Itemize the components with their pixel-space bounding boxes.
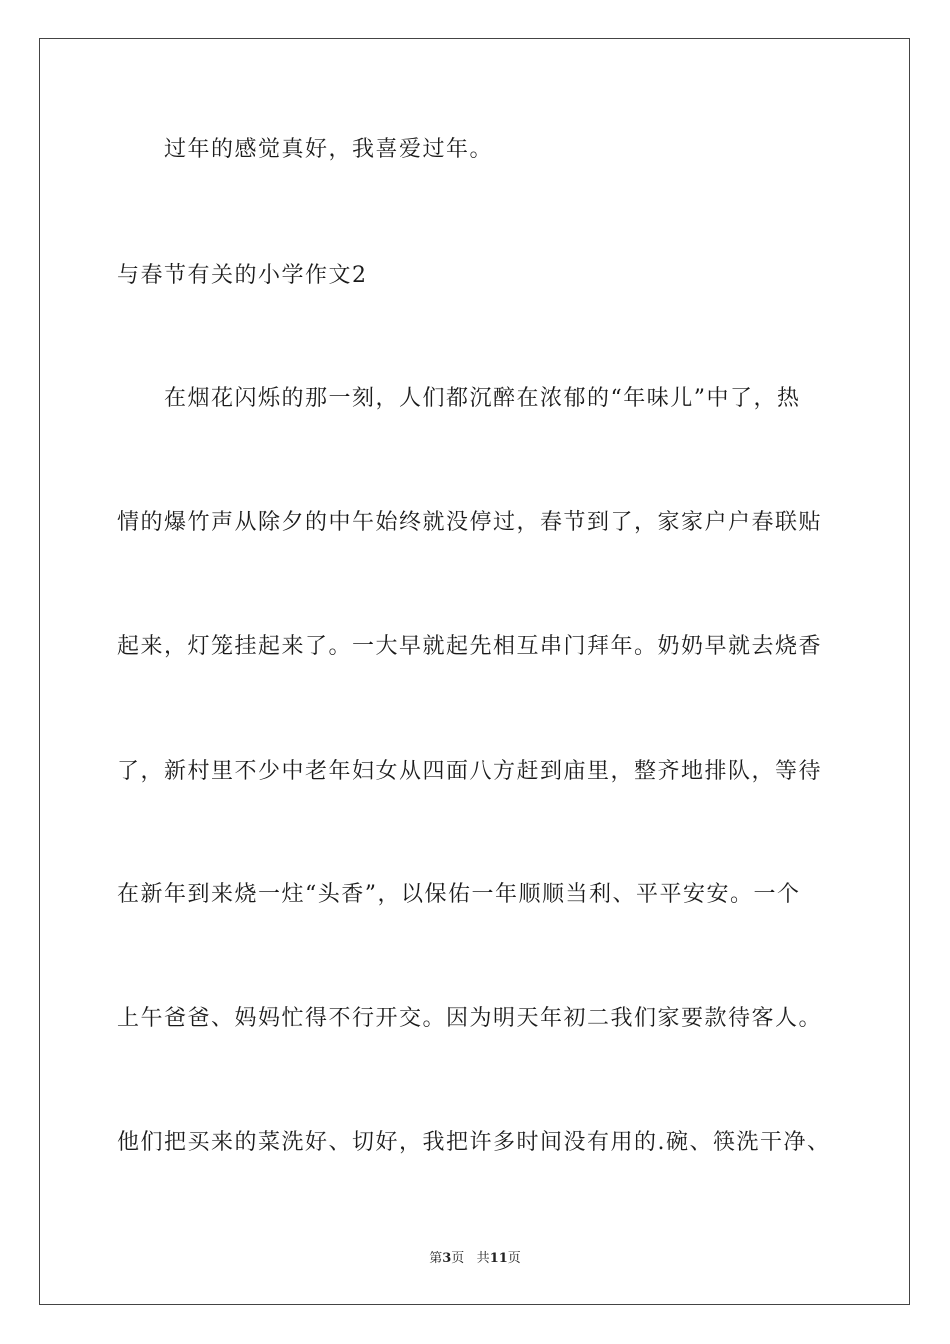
page-prefix: 第 bbox=[429, 1251, 443, 1266]
total-prefix: 共 bbox=[476, 1251, 490, 1266]
paragraph-line-9: 他们把买来的菜洗好、切好，我把许多时间没有用的.碗、筷洗干净、 bbox=[117, 1130, 831, 1155]
paragraph-line-8: 上午爸爸、妈妈忙得不行开交。因为明天年初二我们家要款待客人。 bbox=[117, 1006, 823, 1031]
section-title: 与春节有关的小学作文2 bbox=[117, 263, 368, 288]
paragraph-line-6: 了，新村里不少中老年妇女从四面八方赶到庙里，整齐地排队，等待 bbox=[117, 759, 823, 784]
paragraph-line-5: 起来，灯笼挂起来了。一大早就起先相互串门拜年。奶奶早就去烧香 bbox=[117, 634, 823, 659]
page-suffix: 页 bbox=[451, 1251, 465, 1266]
paragraph-line-1: 过年的感觉真好，我喜爱过年。 bbox=[164, 137, 494, 162]
page-footer bbox=[0, 1247, 950, 1266]
page-border bbox=[39, 38, 910, 1305]
paragraph-line-7: 在新年到来烧一炷“头香”，以保佑一年顺顺当利、平平安安。一个 bbox=[117, 882, 801, 907]
paragraph-line-3: 在烟花闪烁的那一刻，人们都沉醉在浓郁的“年味儿”中了，热 bbox=[164, 386, 801, 411]
total-pages: 11 bbox=[489, 1251, 508, 1266]
paragraph-line-4: 情的爆竹声从除夕的中午始终就没停过，春节到了，家家户户春联贴 bbox=[117, 510, 823, 535]
page-number: 3 bbox=[442, 1251, 452, 1266]
total-suffix: 页 bbox=[507, 1251, 521, 1266]
